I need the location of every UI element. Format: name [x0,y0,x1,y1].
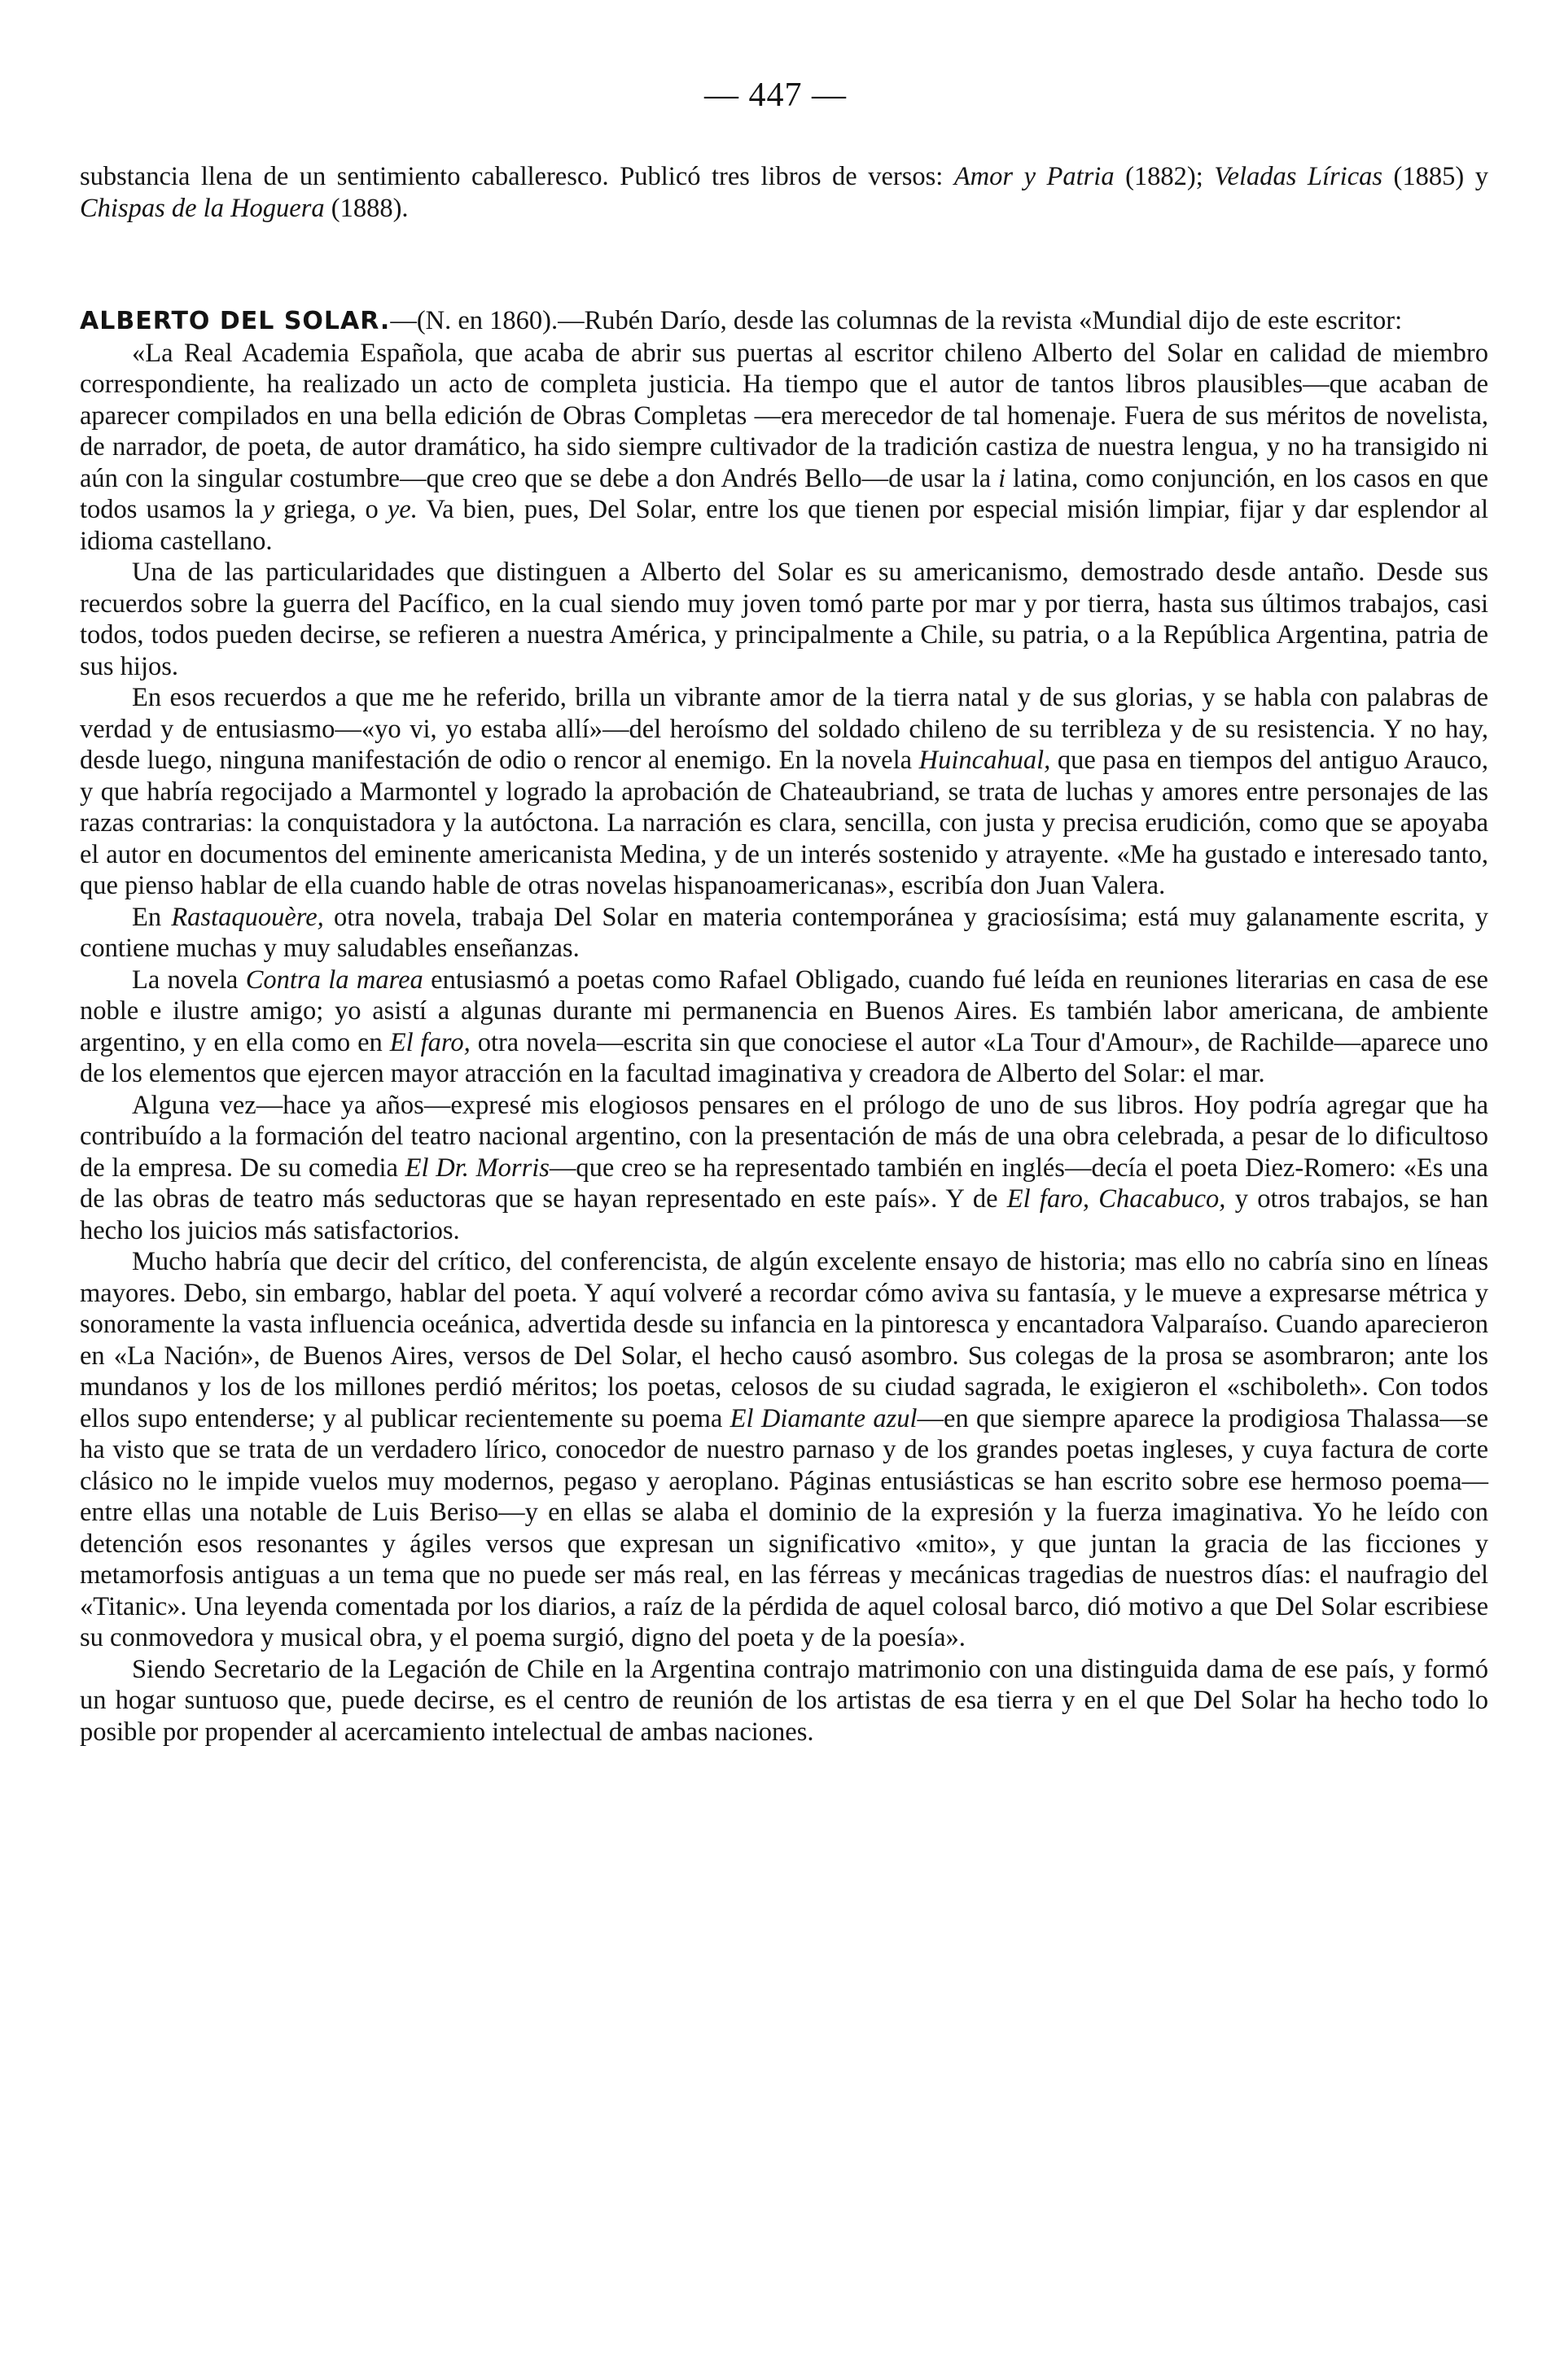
p7-text-a: Alguna vez—hace ya años—expresé mis elogiosos pensares en el prólogo de uno de sus libros. Hoy podría agregar que ha contribuído a la formación del teatro nacional argentino, con la presentación de más de una obra celebrada, a pesar de lo dificultoso de la empresa. De su comedia [80,1090,1488,1183]
entry-paragraph-9: Siendo Secretario de la Legación de Chile en la Argentina contrajo matrimonio con una distinguida dama de ese país, y formó un hogar suntuoso que, puede decirse, es el centro de reunión de los artistas de esa tierra y en el que Del Solar ha hecho todo lo posible por propender al acercamiento intelectual de ambas naciones. [80,1654,1488,1747]
p4-text-b: que pasa en tiempos del antiguo Arauco, y que habría regocijado a Marmontel y logrado la aprobación de Chateaubriand, se trata de luchas y amores entre personajes de las razas contrarias: la conquistadora y la autóctona. La narración es clara, sencilla, con justa y precisa erudición, como que se apoyaba el autor en documentos del eminente americanista Medina, y de un interés sostenido y atrayente. «Me ha gustado e interesado tanto, que pienso hablar de ella cuando hable de otras novelas hispanoamericanas», escribía don Juan Valera. [80,746,1488,900]
p4-text-a: En esos recuerdos a que me he referido, brilla un vibrante amor de la tierra natal y de sus glorias, y se habla con palabras de verdad y de entusiasmo—«yo vi, yo estaba allí»—del heroísmo del soldado chileno de su terribleza y de su resistencia. Y no hay, desde luego, ninguna manifestación de odio o rencor al enemigo. En la novela [80,683,1488,775]
entry-paragraph-3: Una de las particularidades que distinguen a Alberto del Solar es su americanismo, demostrado desde antaño. Desde sus recuerdos sobre la guerra del Pacífico, en la cual siendo muy joven tomó parte por mar y por tierra, hasta sus últimos trabajos, casi todos, todos pueden decirse, se refieren a nuestra América, y principalmente a Chile, su patria, o a la República Argentina, patria de sus hijos. [80,558,1488,681]
p6-italic-contra-la-marea: Contra la marea [245,965,423,995]
entry-alberto-del-solar [80,305,1488,1748]
p8-text-a: Mucho habría que decir del crítico, del conferencista, de algún excelente ensayo de historia; mas ello no cabría sino en líneas mayores. Debo, sin embargo, hablar del poeta. Y aquí volveré a recordar cómo aviva su fantasía, y le mueve a expresarse métrica y sonoramente la vasta influencia oceánica, advertida desde su infancia en la pintoresca y encantadora Valparaíso. Cuando aparecieron en «La Nación», de Buenos Aires, versos de Del Solar, el hecho causó asombro. Sus colegas de la prosa se asombraron; ante los mundanos y los de los millones perdió méritos; los poetas, celosos de su ciudad sagrada, le exigieron el «schiboleth». Con todos ellos supo entenderse; y al publicar recientemente su poema [80,1247,1488,1433]
entry-paragraph-4 [80,682,1488,902]
p2-text-b: latina, como conjunción, en los casos en que todos usamos la [80,463,1488,524]
page-number: — 447 — [704,77,847,114]
book-title-veladas-liricas: Veladas Líricas [1214,162,1383,191]
p6-text-b: entusiasmó a poetas como Rafael Obligado, cuando fué leída en reuniones literarias en casa de ese noble e ilustre amigo; yo asistí a algunas durante mi permanencia en Buenos Aires. Es también labor americana, de ambiente argentino, y en ella como en [80,965,1488,1057]
p5-text-a: En [132,902,172,932]
entry-paragraph-6 [80,965,1488,1090]
p6-text-a: La novela [132,965,246,995]
p2-italic-y: y [262,495,275,524]
p2-text-c: griega, o [274,495,388,524]
p7-text-c: y otros trabajos, se han hecho los juicios más satisfactorios. [80,1184,1488,1245]
book-title-amor-y-patria: Amor y Patria [953,162,1115,191]
entry-paragraph-8 [80,1246,1488,1654]
p7-italic-dr-morris: El Dr. Morris [405,1153,550,1183]
p5-text-b: otra novela, trabaja Del Solar en materia contemporánea y graciosísima; está muy galanamente escrita, y contiene muchas y muy saludables enseñanzas. [80,902,1488,963]
p8-italic-diamante-azul: El Diamante azul [729,1403,918,1433]
entry-paragraph-1: —(N. en 1860).—Rubén Darío, desde las columnas de la revista «Mundial dijo de este escritor: [390,306,1403,335]
p5-italic-rastaquouere: Rastaquouère, [171,902,324,932]
entry-paragraph-5 [80,902,1488,965]
p6-italic-el-faro: El faro, [389,1027,471,1057]
p2-text-a: «La Real Academia Española, que acaba de abrir sus puertas al escritor chileno Alberto del Solar en calidad de miembro correspondiente, ha realizado un acto de completa justicia. Ha tiempo que el autor de tantos libros plausibles—que acaban de aparecer compilados en una bella edición de Obras Completas —era merecedor de tal homenaje. Fuera de sus méritos de novelista, de narrador, de poeta, de autor dramático, ha sido siempre cultivador de la tradición castiza de nuestra lengua, y no ha transigido ni aún con la singular costumbre—que creo que se debe a don Andrés Bello—de usar la [80,338,1488,493]
p2-italic-ye: ye. [387,495,418,524]
entry-heading: ALBERTO DEL SOLAR. [80,307,391,335]
p2-text-d: Va bien, pues, Del Solar, entre los que tienen por especial misión limpiar, fijar y dar esplendor al idioma castellano. [80,495,1489,556]
book-title-chispas: Chispas de la Hoguera [80,193,325,223]
p7-italic-el-faro-chacabuco: El faro, Chacabuco, [1006,1184,1226,1214]
intro-paragraph [80,161,1488,224]
p7-text-b: —que creo se ha representado también en inglés—decía el poeta Diez-Romero: «Es una de las obras de teatro más seductoras que se hayan representado en este país». Y de [80,1153,1488,1214]
intro-text-4: (1888). [324,193,409,223]
p4-italic-huincahual: Huincahual, [918,746,1051,775]
entry-paragraph-7 [80,1090,1488,1247]
p2-italic-i: i [998,463,1006,493]
intro-text-3: (1885) y [1382,162,1488,191]
entry-heading-paragraph [80,305,1488,338]
p6-text-c: otra novela—escrita sin que conociese el autor «La Tour d'Amour», de Rachilde—aparece uno de los elementos que ejercen mayor atracción en la facultad imaginativa y creadora de Alberto del Solar: el mar. [80,1027,1488,1088]
intro-text-2: (1882); [1114,162,1215,191]
intro-text-1: substancia llena de un sentimiento caballeresco. Publicó tres libros de versos: [80,162,954,191]
intro-text [80,161,1488,224]
entry-paragraph-2 [80,338,1488,558]
p8-text-b: —en que siempre aparece la prodigiosa Thalassa—se ha visto que se trata de un verdadero lírico, conocedor de nuestro parnaso y de los grandes poetas ingleses, y cuya factura de corte clásico no le impide vuelos muy modernos, pegaso y aeroplano. Páginas entusiásticas se han escrito sobre ese hermoso poema—entre ellas una notable de Luis Beriso—y en ellas se alaba el dominio de la expresión y la fuerza imaginativa. Yo he leído con detención esos resonantes y ágiles versos que expresan un significativo «mito», y que juntan la gracia de las ficciones y metamorfosis antiguas a un tema que no puede ser más real, en las férreas y mecánicas tragedias de nuestros días: el naufragio del «Titanic». Una leyenda comentada por los diarios, a raíz de la pérdida de aquel colosal barco, dió motivo a que Del Solar escribiese su conmovedora y musical obra, y el poema surgió, digno del poeta y de la poesía». [80,1403,1489,1652]
